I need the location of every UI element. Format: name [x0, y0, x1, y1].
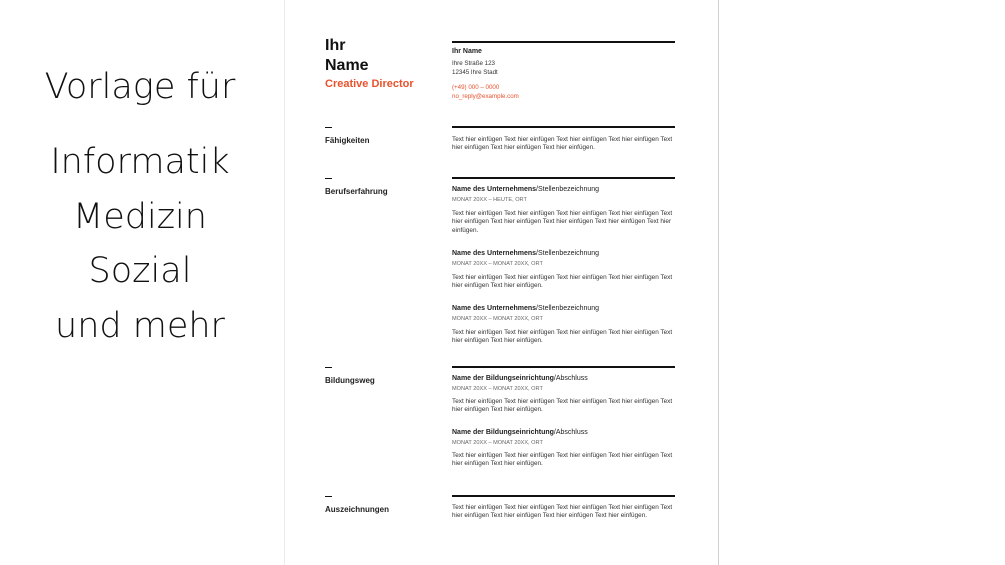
name-line-2: Name	[325, 57, 369, 74]
divider-awards	[452, 495, 675, 497]
edu-2-text: Text hier einfügen Text hier einfügen Text hier einfügen Text hier einfügen Text hier einfügen Text hier einfügen.	[452, 452, 673, 468]
contact-phone: (+49) 000 – 0000	[452, 84, 500, 91]
edu-1-title: Name der Bildungseinrichtung/Abschluss	[452, 375, 588, 382]
contact-street: Ihre Straße 123	[452, 60, 495, 67]
section-dash	[325, 367, 332, 368]
section-dash	[325, 178, 332, 179]
heading-vorlage: Vorlage für	[44, 67, 236, 107]
section-label-skills: Fähigkeiten	[325, 136, 370, 145]
contact-name: Ihr Name	[452, 48, 482, 55]
job-2-title: Name des Unternehmens/Stellenbezeichnung	[452, 250, 600, 257]
job-1-title: Name des Unternehmens/Stellenbezeichnung	[452, 186, 600, 193]
item-informatik: Informatik	[50, 142, 230, 182]
name-line-1: Ihr	[325, 37, 346, 54]
job-3-title: Name des Unternehmens/Stellenbezeichnung	[452, 305, 600, 312]
divider-contact	[452, 41, 675, 43]
job-3-text: Text hier einfügen Text hier einfügen Text hier einfügen Text hier einfügen Text hier einfügen Text hier einfügen.	[452, 329, 673, 345]
contact-email[interactable]: no_reply@example.com	[452, 93, 519, 100]
edu-1-meta: MONAT 20XX – MONAT 20XX, ORT	[452, 386, 543, 392]
section-label-experience: Berufserfahrung	[325, 187, 388, 196]
item-und-mehr: und mehr	[55, 306, 225, 346]
section-dash	[325, 496, 332, 497]
job-1-meta: MONAT 20XX – HEUTE, ORT	[452, 197, 527, 203]
job-2-meta: MONAT 20XX – MONAT 20XX, ORT	[452, 261, 543, 267]
job-3-meta: MONAT 20XX – MONAT 20XX, ORT	[452, 316, 543, 322]
edu-2-title: Name der Bildungseinrichtung/Abschluss	[452, 429, 588, 436]
contact-city: 12345 Ihre Stadt	[452, 69, 498, 76]
awards-text: Text hier einfügen Text hier einfügen Text hier einfügen Text hier einfügen Text hier einfügen Text hier einfügen Text hier einfügen Text hier einfügen.	[452, 504, 673, 520]
divider-education	[452, 366, 675, 368]
item-sozial: Sozial	[88, 251, 192, 291]
job-1-text: Text hier einfügen Text hier einfügen Text hier einfügen Text hier einfügen Text hier einfügen Text hier einfügen Text hier einfügen Text hier einfügen Text hier einfügen.	[452, 210, 673, 234]
role-title: Creative Director	[325, 78, 414, 90]
left-panel	[0, 0, 280, 565]
divider-skills	[452, 126, 675, 128]
edu-2-meta: MONAT 20XX – MONAT 20XX, ORT	[452, 440, 543, 446]
edu-1-text: Text hier einfügen Text hier einfügen Text hier einfügen Text hier einfügen Text hier einfügen Text hier einfügen.	[452, 398, 673, 414]
divider-experience	[452, 177, 675, 179]
section-dash	[325, 127, 332, 128]
item-medizin: Medizin	[73, 197, 207, 237]
job-2-text: Text hier einfügen Text hier einfügen Text hier einfügen Text hier einfügen Text hier einfügen Text hier einfügen.	[452, 274, 673, 290]
section-label-awards: Auszeichnungen	[325, 505, 390, 514]
section-label-education: Bildungsweg	[325, 376, 375, 385]
skills-text: Text hier einfügen Text hier einfügen Text hier einfügen Text hier einfügen Text hier einfügen Text hier einfügen Text hier einfügen.	[452, 136, 673, 152]
resume-page	[284, 0, 719, 565]
